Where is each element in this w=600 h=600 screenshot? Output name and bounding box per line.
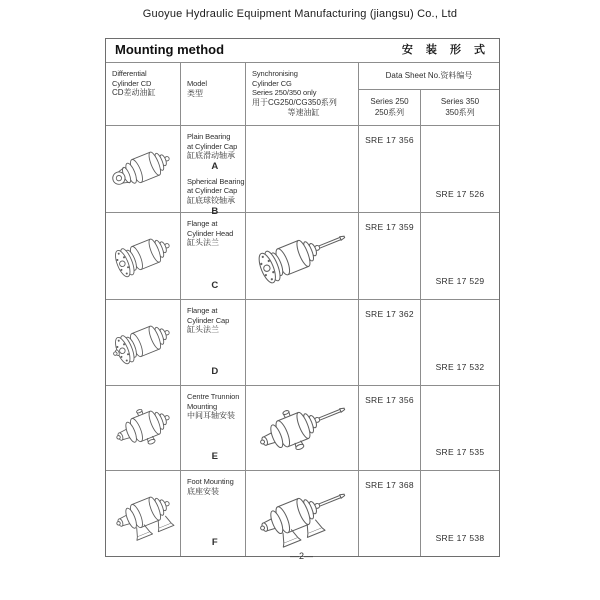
datasheet-no-value: SRE 17 362	[365, 309, 414, 319]
page-number: —2—	[289, 551, 313, 561]
model-cell-ab	[181, 126, 246, 217]
diff-cylinder-cell	[106, 300, 181, 386]
datasheet-no-value: SRE 17 535	[435, 447, 485, 458]
model-label-line: Foot Mounting	[187, 477, 234, 486]
model-code: E	[211, 450, 219, 462]
model-label-line: Mounting	[187, 401, 218, 411]
sync-cylinder-cell-empty	[246, 300, 359, 386]
header-line: Data Sheet No.资料编号	[385, 70, 473, 80]
header-data-sheet-no	[359, 63, 499, 90]
datasheet-no-series350	[421, 386, 499, 471]
model-label-line: Flange at	[187, 219, 218, 228]
model-code: A	[211, 161, 219, 173]
header-line: Cylinder CD	[112, 78, 152, 88]
model-label-zh: 底座安装	[187, 486, 219, 496]
header-line: Model	[187, 79, 207, 88]
model-cell-e	[181, 386, 246, 471]
header-line-zh: 用于CG250/CG350系列	[252, 97, 337, 107]
model-label-line: at Cylinder Cap	[187, 141, 238, 151]
table-title-row	[106, 39, 499, 63]
sync-cylinder-cell	[246, 386, 359, 471]
model-code: D	[211, 365, 219, 377]
datasheet-no-series350	[421, 126, 499, 213]
header-line-zh: 350系列	[445, 108, 475, 117]
datasheet-no-series350	[421, 300, 499, 386]
model-cell-f	[181, 471, 246, 556]
cd-cylinder-plain-spherical-bearing-image	[108, 129, 178, 209]
header-series-250	[359, 90, 421, 126]
model-cell-d	[181, 300, 246, 386]
model-label-line: Centre Trunnion	[187, 392, 240, 401]
datasheet-no-value: SRE 17 356	[365, 395, 414, 405]
sync-cylinder-cell-empty	[246, 126, 359, 213]
datasheet-no-series350	[421, 471, 499, 556]
header-line: Differential	[112, 69, 147, 78]
datasheet-no-series350	[421, 213, 499, 300]
header-line-zh: 250系列	[374, 108, 405, 117]
company-header: Guoyue Hydraulic Equipment Manufacturing (jiangsu) Co., Ltd	[142, 8, 458, 20]
datasheet-no-series250	[359, 300, 421, 386]
sync-cylinder-cell	[246, 471, 359, 556]
datasheet-no-value: SRE 17 356	[365, 135, 414, 145]
model-label-line: Flange at	[187, 306, 218, 315]
mounting-method-table	[105, 38, 500, 557]
header-model	[181, 63, 246, 126]
diff-cylinder-cell	[106, 386, 181, 471]
cd-cylinder-centre-trunnion-image	[108, 388, 178, 468]
datasheet-no-series250	[359, 386, 421, 471]
datasheet-no-value: SRE 17 368	[365, 480, 414, 490]
header-series-350	[421, 90, 499, 126]
header-line: Series 350	[440, 96, 480, 106]
diff-cylinder-cell	[106, 471, 181, 556]
header-line: Series 250/350 only	[252, 88, 317, 98]
header-differential-cylinder	[106, 63, 181, 126]
model-label-zh: 缸头法兰	[187, 238, 219, 248]
cd-cylinder-foot-mounting-image	[108, 474, 178, 554]
cg-cylinder-foot-mounting-image	[250, 474, 354, 554]
cd-cylinder-flange-head-image	[108, 216, 178, 296]
model-label-zh: 缸底滑动轴承	[187, 151, 235, 161]
datasheet-no-series250	[359, 213, 421, 300]
datasheet-no-value: SRE 17 538	[435, 533, 485, 544]
model-label-line: Cylinder Cap	[187, 315, 230, 325]
header-line: Series 250	[370, 96, 409, 106]
cg-cylinder-centre-trunnion-image	[250, 388, 354, 468]
model-label-line: Spherical Bearing	[187, 176, 245, 186]
header-synchronising-cylinder	[246, 63, 359, 126]
datasheet-no-value: SRE 17 526	[435, 189, 485, 200]
header-line-zh: 等速油缸	[287, 108, 320, 118]
cg-cylinder-flange-head-image	[250, 216, 354, 296]
table-title-en: Mounting method	[115, 42, 225, 58]
header-line: Cylinder CG	[252, 78, 292, 88]
sync-cylinder-cell	[246, 213, 359, 300]
header-line-zh: 类型	[187, 88, 203, 98]
header-line-zh: CD差动油缸	[112, 88, 156, 98]
model-label-line: Cylinder Head	[187, 228, 234, 238]
model-label-zh: 中间耳轴安装	[187, 411, 235, 421]
header-line: Synchronising	[252, 69, 298, 78]
datasheet-no-value: SRE 17 529	[435, 276, 485, 287]
model-code: B	[211, 206, 219, 217]
diff-cylinder-cell	[106, 126, 181, 213]
model-label-line: Plain Bearing	[187, 132, 231, 141]
cd-cylinder-flange-cap-image	[108, 303, 178, 383]
datasheet-no-series250	[359, 126, 421, 213]
model-label-zh: 缸底球铰轴承	[187, 195, 235, 205]
datasheet-no-value: SRE 17 532	[435, 362, 485, 373]
model-label-zh: 缸头法兰	[187, 325, 219, 335]
model-cell-c	[181, 213, 246, 300]
datasheet-no-value: SRE 17 359	[365, 222, 414, 232]
table-title-zh: 安 装 形 式	[401, 44, 490, 57]
model-label-line: at Cylinder Cap	[187, 186, 238, 196]
diff-cylinder-cell	[106, 213, 181, 300]
datasheet-no-series250	[359, 471, 421, 556]
model-code: F	[211, 536, 219, 548]
model-code: C	[211, 279, 219, 291]
